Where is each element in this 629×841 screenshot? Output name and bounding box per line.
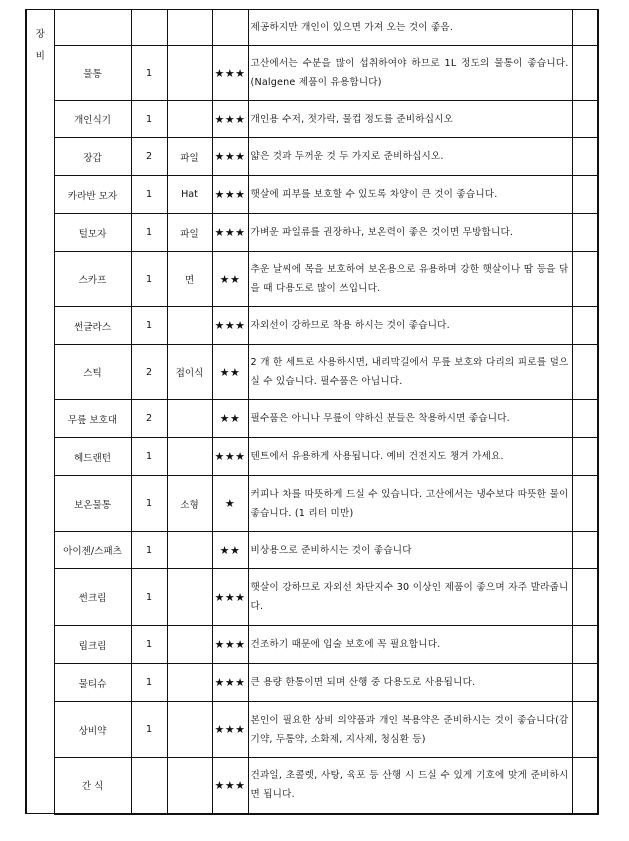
item-name-cell: 헤드랜턴: [54, 438, 131, 476]
category-char: 비: [35, 51, 45, 62]
quantity-cell: 1: [131, 101, 167, 138]
quantity-cell: 1: [131, 176, 167, 214]
empty-cell: [572, 252, 598, 307]
table-row: [26, 758, 598, 814]
description-cell: 필수품은 아니나 무릎이 약하신 분들은 착용하시면 좋습니다.: [248, 400, 572, 438]
spec-cell: [167, 532, 212, 569]
table-row: [26, 400, 598, 438]
equipment-table-body: [26, 10, 598, 814]
importance-stars: ★★★: [212, 176, 248, 214]
category-cell: [26, 10, 54, 814]
spec-cell: [167, 307, 212, 345]
empty-cell: [572, 626, 598, 664]
spec-cell: 소형: [167, 476, 212, 532]
item-name-cell: 썬크림: [54, 569, 131, 626]
table-row: [26, 438, 598, 476]
quantity-cell: [131, 10, 167, 46]
description-cell: 자외선이 강하므로 착용 하시는 것이 좋습니다.: [248, 307, 572, 345]
quantity-cell: 1: [131, 214, 167, 252]
table-row: [26, 626, 598, 664]
item-name-cell: 털모자: [54, 214, 131, 252]
item-name-cell: 간 식: [54, 758, 131, 814]
empty-cell: [572, 307, 598, 345]
table-row: [26, 252, 598, 307]
quantity-cell: 1: [131, 532, 167, 569]
description-cell: 텐트에서 유용하게 사용됩니다. 예비 건전지도 챙겨 가세요.: [248, 438, 572, 476]
category-char: 장: [35, 29, 45, 40]
empty-cell: [572, 569, 598, 626]
importance-stars: ★★★: [212, 626, 248, 664]
importance-stars: ★★: [212, 400, 248, 438]
quantity-cell: 1: [131, 438, 167, 476]
spec-cell: Hat: [167, 176, 212, 214]
table-row: [26, 101, 598, 138]
description-cell: 2 개 한 세트로 사용하시면, 내리막길에서 무릎 보호와 다리의 피로를 덜으실 수 있습니다. 필수품은 아닙니다.: [248, 345, 572, 400]
quantity-cell: [131, 758, 167, 814]
importance-stars: ★★: [212, 252, 248, 307]
table-row: [26, 214, 598, 252]
item-name-cell: 보온물통: [54, 476, 131, 532]
importance-stars: ★★★: [212, 702, 248, 758]
item-name-cell: 상비약: [54, 702, 131, 758]
table-row: [26, 532, 598, 569]
spec-cell: [167, 569, 212, 626]
quantity-cell: 1: [131, 569, 167, 626]
spec-cell: 파일: [167, 138, 212, 176]
quantity-cell: 1: [131, 46, 167, 101]
importance-stars: [212, 10, 248, 46]
spec-cell: 면: [167, 252, 212, 307]
quantity-cell: 1: [131, 626, 167, 664]
table-row: [26, 176, 598, 214]
item-name-cell: 카라반 모자: [54, 176, 131, 214]
table-row: [26, 569, 598, 626]
importance-stars: ★★★: [212, 101, 248, 138]
quantity-cell: 1: [131, 252, 167, 307]
empty-cell: [572, 532, 598, 569]
item-name-cell: 스틱: [54, 345, 131, 400]
table-row: [26, 702, 598, 758]
quantity-cell: 2: [131, 138, 167, 176]
table-row: [26, 46, 598, 101]
item-name-cell: 물통: [54, 46, 131, 101]
description-cell: 본인이 필요한 상비 의약품과 개인 복용약은 준비하시는 것이 좋습니다(감기약, 두통약, 소화제, 지사제, 청심환 등): [248, 702, 572, 758]
table-row: [26, 345, 598, 400]
empty-cell: [572, 758, 598, 814]
description-cell: 고산에서는 수분을 많이 섭취하여야 하므로 1L 정도의 물통이 좋습니다. (Nalgene 제품이 유용합니다): [248, 46, 572, 101]
spec-cell: [167, 400, 212, 438]
importance-stars: ★★★: [212, 438, 248, 476]
importance-stars: ★★: [212, 345, 248, 400]
spec-cell: [167, 10, 212, 46]
empty-cell: [572, 46, 598, 101]
item-name-cell: 장갑: [54, 138, 131, 176]
quantity-cell: 1: [131, 476, 167, 532]
description-cell: 햇살이 강하므로 자외선 차단지수 30 이상인 제품이 좋으며 자주 발라줍니다.: [248, 569, 572, 626]
equipment-table: [25, 9, 599, 815]
spec-cell: [167, 438, 212, 476]
table-row: [26, 307, 598, 345]
empty-cell: [572, 664, 598, 702]
description-cell: 햇살에 피부를 보호할 수 있도록 차양이 큰 것이 좋습니다.: [248, 176, 572, 214]
item-name-cell: 스카프: [54, 252, 131, 307]
empty-cell: [572, 476, 598, 532]
description-cell: 가벼운 파일류를 권장하나, 보온력이 좋은 것이면 무방합니다.: [248, 214, 572, 252]
empty-cell: [572, 702, 598, 758]
description-cell: 건과일, 초콜렛, 사탕, 육포 등 산행 시 드실 수 있게 기호에 맞게 준비하시면 됩니다.: [248, 758, 572, 814]
description-cell: 건조하기 때문에 입술 보호에 꼭 필요합니다.: [248, 626, 572, 664]
importance-stars: ★★★: [212, 307, 248, 345]
item-name-cell: 물티슈: [54, 664, 131, 702]
importance-stars: ★★★: [212, 664, 248, 702]
importance-stars: ★★★: [212, 214, 248, 252]
item-name-cell: 무릎 보호대: [54, 400, 131, 438]
table-row: [26, 664, 598, 702]
importance-stars: ★★★: [212, 138, 248, 176]
spec-cell: [167, 46, 212, 101]
spec-cell: [167, 702, 212, 758]
importance-stars: ★★: [212, 532, 248, 569]
empty-cell: [572, 101, 598, 138]
description-cell: 비상용으로 준비하시는 것이 좋습니다: [248, 532, 572, 569]
importance-stars: ★★★: [212, 758, 248, 814]
importance-stars: ★★★: [212, 569, 248, 626]
empty-cell: [572, 176, 598, 214]
empty-cell: [572, 214, 598, 252]
spec-cell: 접이식: [167, 345, 212, 400]
importance-stars: ★★★: [212, 46, 248, 101]
description-cell: 커피나 차를 따뜻하게 드실 수 있습니다. 고산에서는 냉수보다 따뜻한 물이 좋습니다. (1 리터 미만): [248, 476, 572, 532]
empty-cell: [572, 10, 598, 46]
quantity-cell: 1: [131, 664, 167, 702]
quantity-cell: 1: [131, 702, 167, 758]
description-cell: 개인용 수저, 젓가락, 물컵 정도를 준비하십시오: [248, 101, 572, 138]
description-cell: 추운 날씨에 목을 보호하여 보온용으로 유용하며 강한 햇살이나 땀 등을 닦을 때 다용도로 많이 쓰입니다.: [248, 252, 572, 307]
table-row: [26, 476, 598, 532]
description-cell: 큰 용량 한통이면 되며 산행 중 다용도로 사용됩니다.: [248, 664, 572, 702]
item-name-cell: [54, 10, 131, 46]
description-cell: 제공하지만 개인이 있으면 가져 오는 것이 좋음.: [248, 10, 572, 46]
empty-cell: [572, 438, 598, 476]
spec-cell: [167, 626, 212, 664]
empty-cell: [572, 138, 598, 176]
empty-cell: [572, 345, 598, 400]
description-cell: 얇은 것과 두꺼운 것 두 가지로 준비하십시오.: [248, 138, 572, 176]
importance-stars: ★: [212, 476, 248, 532]
quantity-cell: 1: [131, 307, 167, 345]
item-name-cell: 썬글라스: [54, 307, 131, 345]
spec-cell: [167, 664, 212, 702]
spec-cell: [167, 758, 212, 814]
quantity-cell: 2: [131, 345, 167, 400]
table-row: [26, 10, 598, 46]
item-name-cell: 아이젠/스패츠: [54, 532, 131, 569]
item-name-cell: 립크림: [54, 626, 131, 664]
table-row: [26, 138, 598, 176]
item-name-cell: 개인식기: [54, 101, 131, 138]
spec-cell: [167, 101, 212, 138]
empty-cell: [572, 400, 598, 438]
quantity-cell: 2: [131, 400, 167, 438]
spec-cell: 파일: [167, 214, 212, 252]
